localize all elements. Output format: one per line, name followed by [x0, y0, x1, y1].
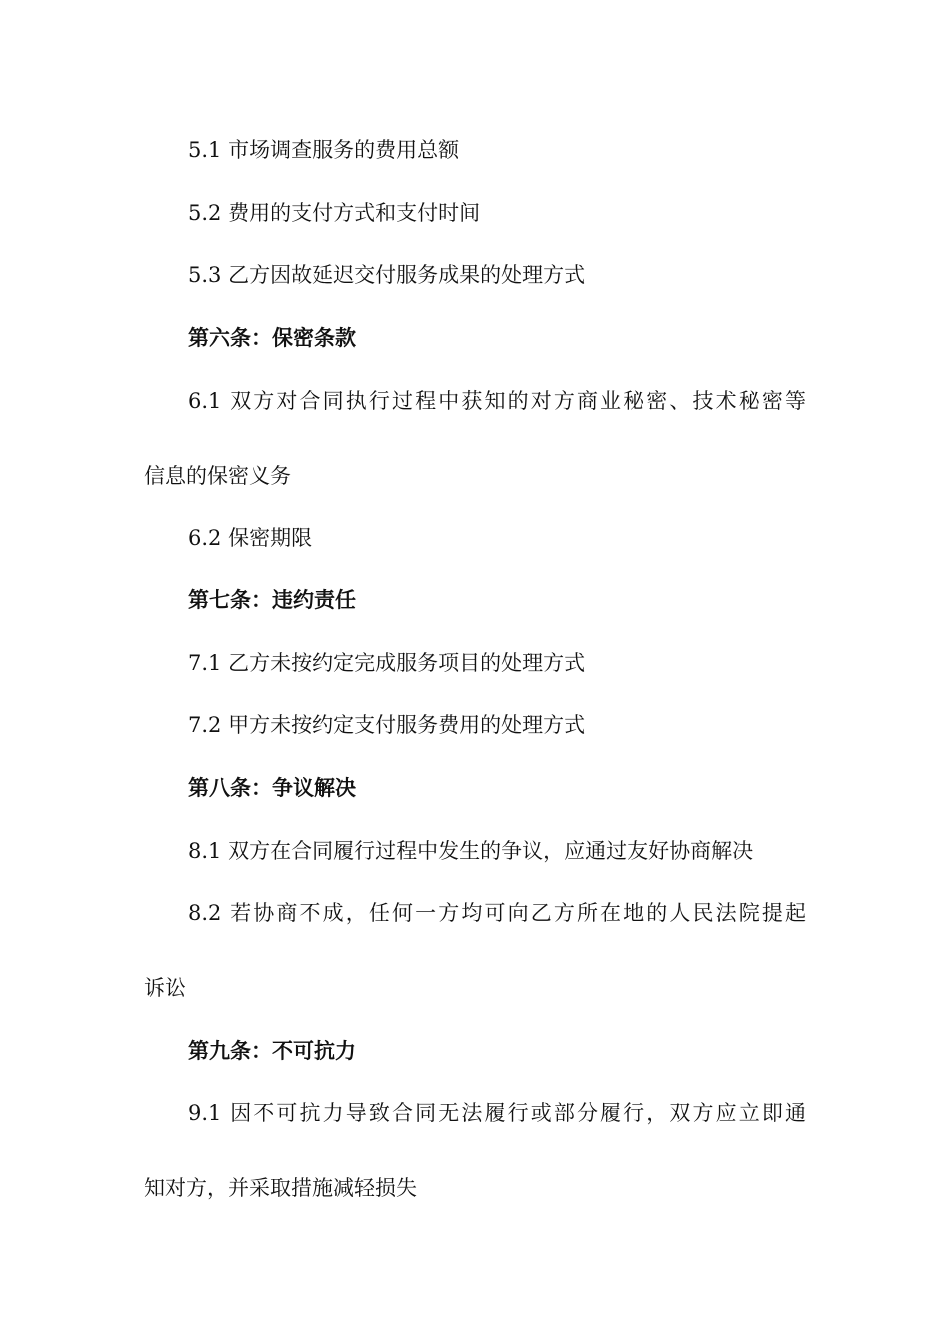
clause-9-1-line-2: 知对方，并采取措施减轻损失 — [144, 1176, 417, 1200]
clause-7-2: 7.2 甲方未按约定支付服务费用的处理方式 — [188, 713, 586, 737]
clause-6-1-line-1: 6.1 双方对合同执行过程中获知的对方商业秘密、技术秘密等 — [188, 389, 806, 413]
clause-8-1: 8.1 双方在合同履行过程中发生的争议，应通过友好协商解决 — [188, 839, 754, 863]
clause-6-1-line-2: 信息的保密义务 — [144, 464, 291, 488]
clause-7-1: 7.1 乙方未按约定完成服务项目的处理方式 — [188, 651, 586, 675]
section-heading-8: 第八条：争议解决 — [188, 776, 356, 800]
clause-8-2-line-2: 诉讼 — [144, 976, 186, 1000]
section-heading-6: 第六条：保密条款 — [188, 326, 356, 350]
clause-6-2: 6.2 保密期限 — [188, 526, 313, 550]
clause-5-1: 5.1 市场调查服务的费用总额 — [188, 138, 460, 162]
clause-5-3: 5.3 乙方因故延迟交付服务成果的处理方式 — [188, 263, 586, 287]
clause-8-2-line-1: 8.2 若协商不成，任何一方均可向乙方所在地的人民法院提起 — [188, 901, 806, 925]
clause-9-1-line-1: 9.1 因不可抗力导致合同无法履行或部分履行，双方应立即通 — [188, 1101, 806, 1125]
clause-5-2: 5.2 费用的支付方式和支付时间 — [188, 201, 481, 225]
section-heading-7: 第七条：违约责任 — [188, 588, 356, 612]
section-heading-9: 第九条：不可抗力 — [188, 1039, 356, 1063]
